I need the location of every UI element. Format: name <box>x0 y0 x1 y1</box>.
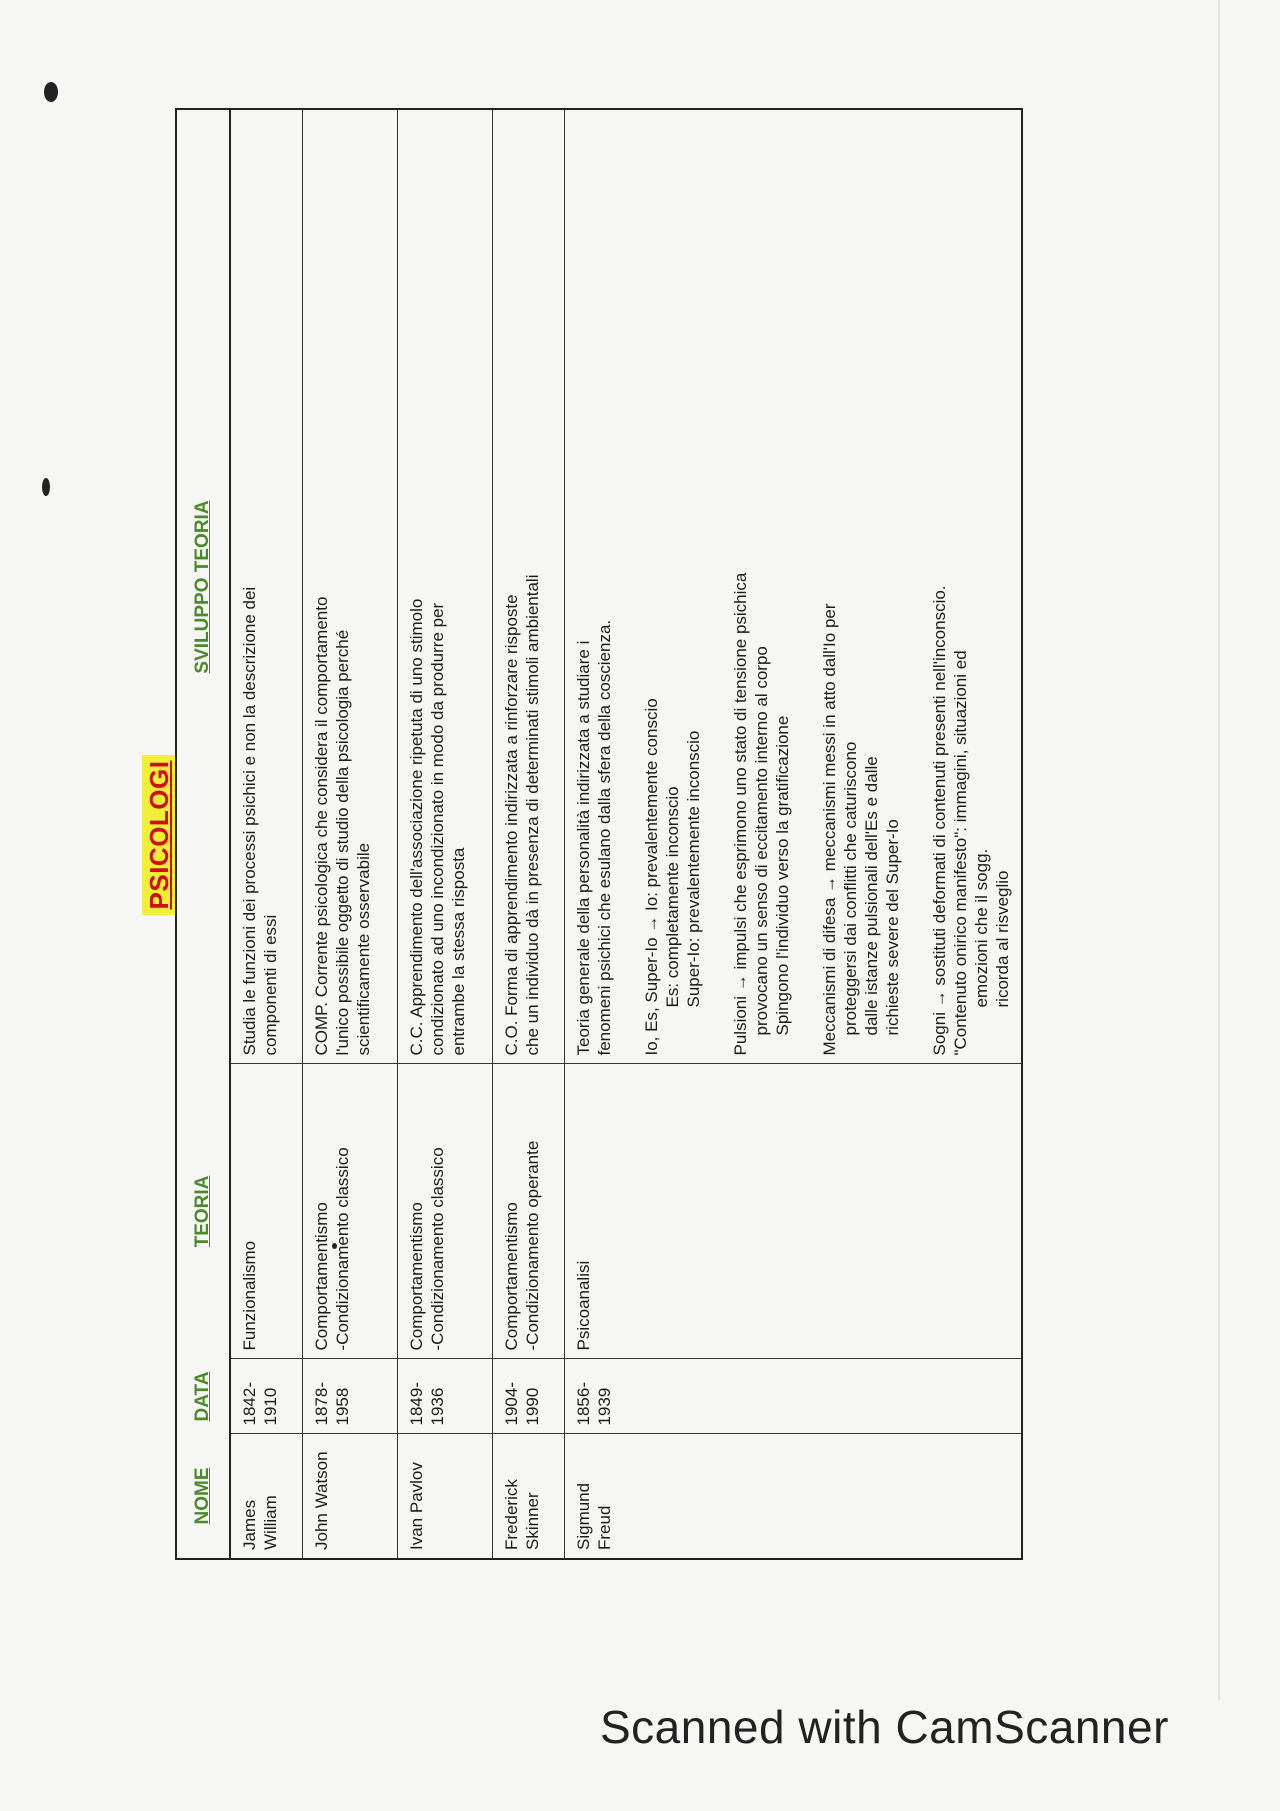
cell-line: Frederick Skinner <box>502 1479 542 1550</box>
cell-data <box>303 1359 398 1434</box>
cell-line: Spingono l'individuo verso la gratificazione <box>773 715 792 1036</box>
cell-line: C.C. Apprendimento dell'associazione ripetuta di uno stimolo <box>407 598 426 1056</box>
freud-intro <box>573 118 615 1056</box>
cell-line: entrambe la stessa risposta <box>449 847 468 1056</box>
cell-line: Comportamentismo <box>502 1202 521 1351</box>
cell-line: dalle istanze pulsionali dell'Es e dalle <box>862 756 881 1036</box>
cell-line: -Condizionamento operante <box>523 1140 542 1351</box>
freud-sogni <box>929 118 1013 1056</box>
cell-line: Comportamentismo <box>407 1202 426 1351</box>
cell-teoria <box>303 1064 398 1359</box>
cell-sviluppo <box>398 109 493 1064</box>
cell-teoria <box>493 1064 565 1359</box>
cell-nome <box>230 1434 303 1559</box>
cell-line: provocano un senso di eccitamento interno al corpo <box>752 646 771 1036</box>
cell-line: scientificamente osservabile <box>354 842 373 1056</box>
cell-line: Studia le funzioni dei processi psichici e non la descrizione dei <box>240 586 259 1056</box>
cell-line: ricorda al risveglio <box>993 870 1012 1008</box>
cell-line: -Condizionamento classico <box>333 1147 352 1351</box>
cell-line: emozioni che il sogg. <box>972 848 991 1008</box>
cell-nome <box>303 1434 398 1559</box>
cell-line: 1904-1990 <box>502 1382 542 1426</box>
header-nome: NOME <box>176 1434 230 1559</box>
page-title: PSICOLOGI <box>142 755 177 916</box>
cell-line: 1849-1936 <box>407 1382 447 1426</box>
cell-line: Es: completamente inconscio <box>663 786 682 1008</box>
cell-line: COMP. Corrente psicologica che considera il comportamento <box>312 596 331 1056</box>
cell-sviluppo <box>303 109 398 1064</box>
cell-data <box>565 1359 1023 1434</box>
table-row <box>493 109 565 1559</box>
ink-mark <box>42 478 50 496</box>
cell-line: 1878-1958 <box>312 1382 352 1426</box>
cell-teoria <box>230 1064 303 1359</box>
cell-line: Psicoanalisi <box>574 1260 593 1351</box>
cell-sviluppo <box>230 109 303 1064</box>
cell-data <box>493 1359 565 1434</box>
cell-data <box>230 1359 303 1434</box>
cell-data <box>398 1359 493 1434</box>
header-sviluppo: SVILUPPO TEORIA <box>176 109 230 1064</box>
cell-line: condizionato ad uno incondizionato in modo da produrre per <box>428 602 447 1056</box>
table-row <box>565 109 1023 1559</box>
cell-line: -Condizionamento classico <box>428 1147 447 1351</box>
table-row <box>398 109 493 1559</box>
cell-teoria <box>398 1064 493 1359</box>
cell-sviluppo <box>493 109 565 1064</box>
cell-line: "Contenuto onirico manifesto": immagini, situazioni ed <box>951 650 970 1056</box>
freud-istanze <box>641 118 704 1056</box>
cell-line: Funzionalismo <box>240 1240 259 1351</box>
cell-line: James William <box>240 1495 280 1550</box>
cell-line: Ivan Pavlov <box>407 1462 426 1550</box>
table-row <box>230 109 303 1559</box>
cell-line: 1856-1939 <box>574 1382 614 1426</box>
cell-line: Io, Es, Super-Io → Io: prevalentemente conscio <box>642 698 661 1056</box>
cell-line: Teoria generale della personalità indirizzata a studiare i <box>574 640 593 1056</box>
freud-difesa <box>819 118 903 1056</box>
cell-nome <box>565 1434 1023 1559</box>
cell-line: Sogni → sostituti deformati di contenuti presenti nell'inconscio. <box>930 585 949 1056</box>
freud-pulsioni <box>730 118 793 1056</box>
cell-line: che un individuo dà in presenza di determinati stimoli ambientali <box>523 574 542 1056</box>
cell-line: Comportamentismo <box>312 1202 331 1351</box>
paper-edge <box>1218 0 1220 1700</box>
cell-sviluppo <box>565 109 1023 1064</box>
cell-line: l'unico possibile oggetto di studio della psicologia perché <box>333 629 352 1056</box>
cell-line: Super-Io: prevalentemente inconscio <box>684 730 703 1008</box>
rotated-sheet <box>130 110 1010 1560</box>
table-row <box>303 109 398 1559</box>
cell-line: Meccanismi di difesa → meccanismi messi in atto dall'Io per <box>820 603 839 1056</box>
cell-line: Pulsioni → impulsi che esprimono uno stato di tensione psichica <box>731 572 750 1056</box>
cell-line: C.O. Forma di apprendimento indirizzata a rinforzare risposte <box>502 594 521 1056</box>
cell-nome <box>493 1434 565 1559</box>
psychologists-table <box>175 108 1023 1560</box>
cell-line: componenti di essi <box>261 914 280 1056</box>
cell-nome <box>398 1434 493 1559</box>
scanner-watermark: Scanned with CamScanner <box>600 1701 1169 1753</box>
cell-teoria <box>565 1064 1023 1359</box>
header-teoria: TEORIA <box>176 1064 230 1359</box>
cell-line: John Watson <box>312 1451 331 1550</box>
cell-line: 1842-1910 <box>240 1382 280 1426</box>
cell-line: richieste severe del Super-Io <box>883 819 902 1036</box>
ink-mark <box>44 82 58 102</box>
cell-line: fenomeni psichici che esulano dalla sfera della coscienza. <box>595 619 614 1056</box>
cell-line: proteggersi dai conflitti che caturiscono <box>841 741 860 1036</box>
header-data: DATA <box>176 1359 230 1434</box>
cell-line: Sigmund Freud <box>574 1482 614 1550</box>
